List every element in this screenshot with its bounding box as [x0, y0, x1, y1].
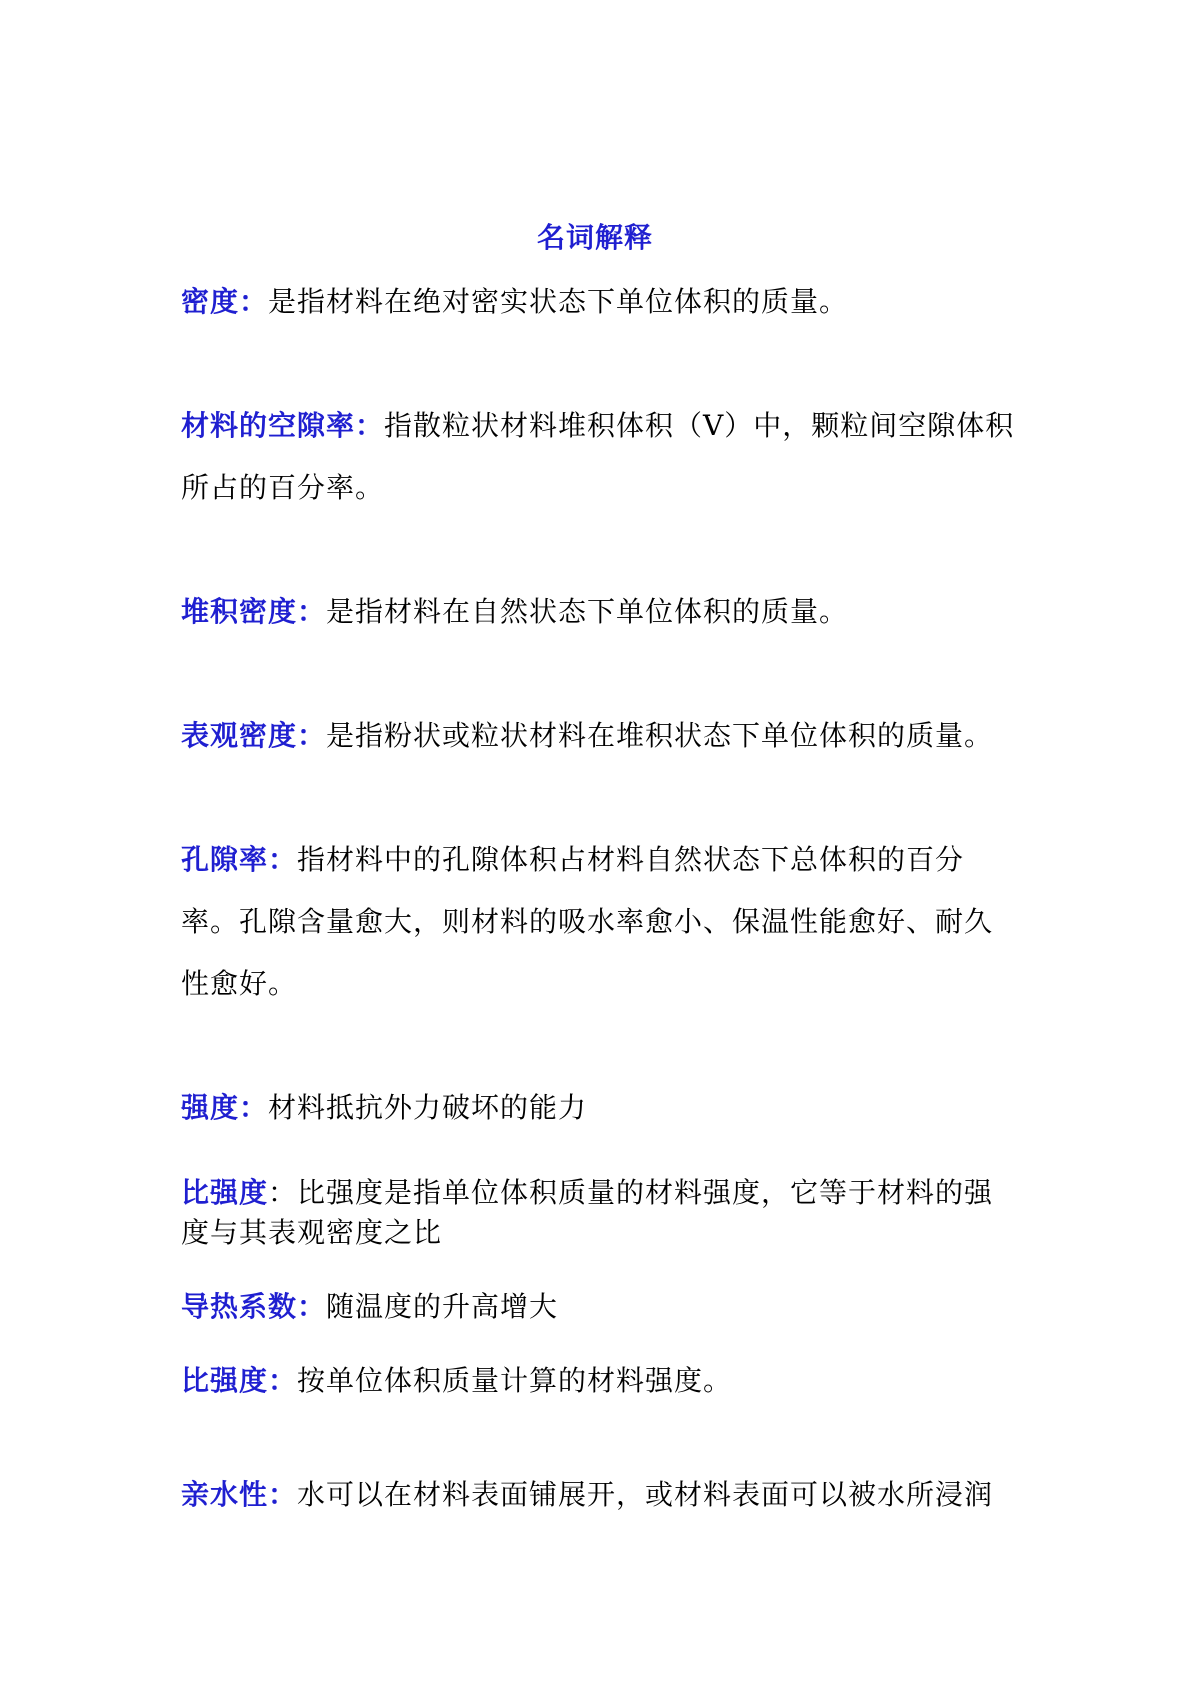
term-label: 比强度 [181, 1176, 269, 1209]
term-definition: 材料抵抗外力破坏的能力 [268, 1091, 588, 1124]
term-definition: 指材料中的孔隙体积占材料自然状态下总体积的百分率。孔隙含量愈大，则材料的吸水率愈小、保温性能愈好、耐久性愈好。 [181, 843, 994, 1000]
definition-entry [181, 705, 1019, 767]
term-definition: ：比强度是指单位体积质量的材料强度，它等于材料的强度与其表观密度之比 [181, 1176, 994, 1249]
term-label: 堆积密度： [181, 595, 327, 628]
term-definition: 按单位体积质量计算的材料强度。 [297, 1364, 733, 1397]
definition-entry [181, 829, 1019, 1015]
definition-entry [181, 1173, 1019, 1253]
term-label: 亲水性： [181, 1478, 298, 1511]
term-label: 密度： [181, 285, 269, 318]
term-label: 强度： [181, 1091, 269, 1124]
page-title-text: 名词解释 [536, 221, 653, 254]
definition-entry [181, 395, 1019, 519]
term-label: 表观密度： [181, 719, 327, 752]
term-label: 孔隙率： [181, 843, 298, 876]
definition-entry [181, 1077, 1019, 1139]
term-definition: 水可以在材料表面铺展开，或材料表面可以被水所浸润 [297, 1478, 994, 1511]
term-label: 材料的空隙率： [181, 409, 385, 442]
term-definition: 指散粒状材料堆积体积（V）中，颗粒间空隙体积所占的百分率。 [181, 409, 1015, 504]
term-label: 比强度： [181, 1364, 298, 1397]
term-definition: 是指材料在绝对密实状态下单位体积的质量。 [268, 285, 849, 318]
page-title [0, 218, 1190, 258]
definition-entry [181, 1287, 1019, 1327]
term-definition: 是指材料在自然状态下单位体积的质量。 [326, 595, 849, 628]
term-definition: 是指粉状或粒状材料在堆积状态下单位体积的质量。 [326, 719, 994, 752]
definition-entry [181, 1475, 1019, 1515]
definition-entry [181, 271, 1019, 333]
definition-entry [181, 581, 1019, 643]
term-definition: 随温度的升高增大 [326, 1290, 559, 1323]
definition-entry [181, 1361, 1019, 1401]
term-label: 导热系数： [181, 1290, 327, 1323]
